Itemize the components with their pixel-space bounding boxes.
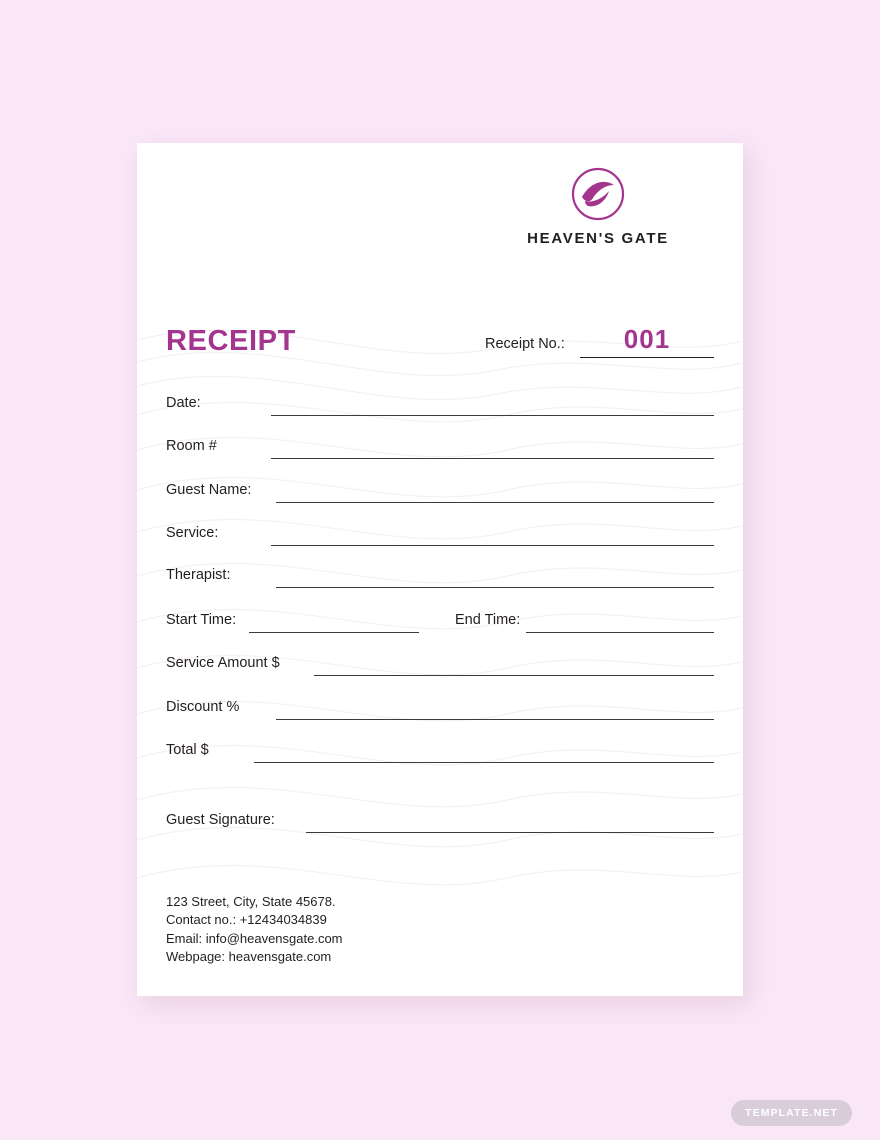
brand-logo-block (483, 167, 713, 247)
field-label-end-time: End Time: (455, 612, 521, 628)
field-row-guest-signature (166, 812, 714, 836)
field-label-start-time: Start Time: (166, 612, 237, 628)
receipt-card (137, 143, 743, 996)
field-input-discount[interactable] (276, 719, 714, 720)
field-input-service-amount[interactable] (314, 675, 714, 676)
field-label-therapist: Therapist: (166, 567, 231, 583)
page-title: RECEIPT (166, 325, 296, 357)
field-row-total (166, 742, 714, 764)
field-input-date[interactable] (271, 415, 714, 416)
field-row-times (166, 612, 714, 634)
field-input-therapist[interactable] (276, 587, 714, 588)
field-input-start-time[interactable] (249, 632, 419, 633)
field-input-room[interactable] (271, 458, 714, 459)
field-input-total[interactable] (254, 762, 714, 763)
footer-email: Email: info@heavensgate.com (166, 930, 343, 946)
field-input-end-time[interactable] (526, 632, 714, 633)
title-row (137, 325, 743, 365)
field-label-discount: Discount % (166, 699, 240, 715)
field-label-guest-name: Guest Name: (166, 482, 252, 498)
contact-footer (166, 893, 586, 967)
receipt-number-rule (580, 357, 714, 358)
field-input-guest-signature[interactable] (306, 832, 714, 833)
receipt-number-label: Receipt No.: (485, 336, 565, 352)
template-watermark-badge: TEMPLATE.NET (731, 1100, 852, 1126)
field-label-room: Room # (166, 438, 217, 454)
field-label-service-amount: Service Amount $ (166, 655, 280, 671)
field-label-guest-signature: Guest Signature: (166, 812, 275, 828)
wave-circle-logo-icon (571, 167, 625, 221)
field-row-service (166, 525, 714, 547)
field-row-discount (166, 699, 714, 721)
field-row-therapist (166, 567, 714, 589)
brand-name: HEAVEN'S GATE (527, 230, 669, 247)
receipt-number-value: 001 (623, 324, 671, 354)
field-input-service[interactable] (271, 545, 714, 546)
footer-contact: Contact no.: +12434034839 (166, 912, 327, 928)
footer-address: 123 Street, City, State 45678. (166, 894, 336, 909)
field-label-date: Date: (166, 395, 201, 411)
field-row-date (166, 395, 714, 417)
field-label-service: Service: (166, 525, 219, 541)
field-label-total: Total $ (166, 742, 209, 758)
field-row-room (166, 438, 714, 460)
field-input-guest-name[interactable] (276, 502, 714, 503)
field-row-guest-name (166, 482, 714, 504)
field-row-service-amount (166, 655, 714, 677)
footer-webpage: Webpage: heavensgate.com (166, 949, 332, 965)
